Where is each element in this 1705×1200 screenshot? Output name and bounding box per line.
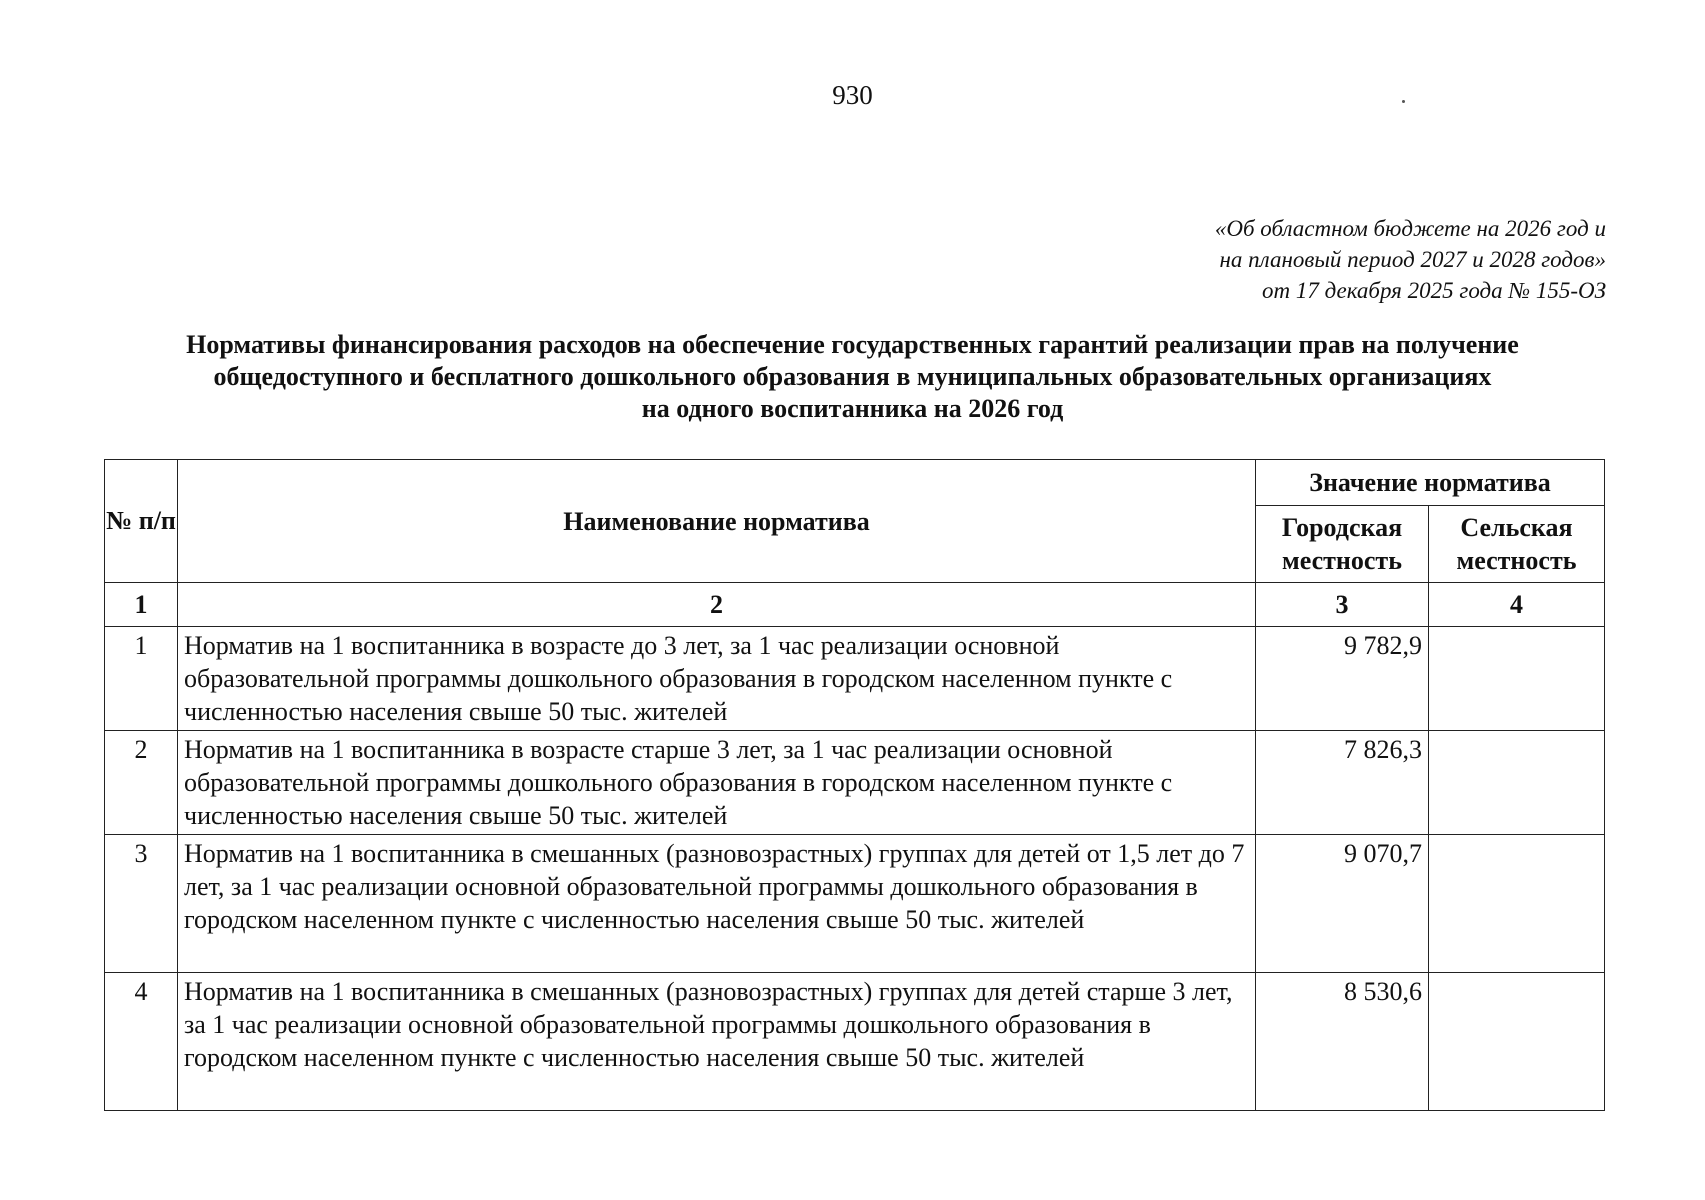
row-number: 1 <box>105 627 178 731</box>
column-index: 3 <box>1256 583 1429 627</box>
header-name: Наименование норматива <box>178 460 1256 583</box>
row-number: 3 <box>105 835 178 973</box>
title-line: на одного воспитанника на 2026 год <box>641 394 1064 423</box>
row-rural-value <box>1429 835 1605 973</box>
page-number: 930 <box>832 80 873 110</box>
law-reference-line: на плановый период 2027 и 2028 годов» <box>1219 247 1606 272</box>
row-urban-value: 8 530,6 <box>1256 973 1429 1111</box>
document-title <box>60 329 1645 425</box>
table-row <box>105 731 1605 835</box>
row-rural-value <box>1429 627 1605 731</box>
column-index: 1 <box>105 583 178 627</box>
row-rural-value <box>1429 973 1605 1111</box>
header-num: № п/п <box>105 460 178 583</box>
row-urban-value: 9 070,7 <box>1256 835 1429 973</box>
table-row <box>105 627 1605 731</box>
table-row <box>105 835 1605 973</box>
column-index: 4 <box>1429 583 1605 627</box>
norms-table <box>104 459 1605 1111</box>
row-urban-value: 7 826,3 <box>1256 731 1429 835</box>
scan-dot <box>1402 100 1405 103</box>
row-name: Норматив на 1 воспитанника в возрасте старше 3 лет, за 1 час реализации основной образовательной программы дошкольного образования в городском населенном пункте с численностью населения свыше 50 тыс. жителей <box>178 731 1256 835</box>
column-index-row <box>105 583 1605 627</box>
row-name: Норматив на 1 воспитанника в смешанных (разновозрастных) группах для детей старше 3 лет, за 1 час реализации основной образовательной программы дошкольного образования в городском населенном пункте с численностью населения свыше 50 тыс. жителей <box>178 973 1256 1111</box>
header-urban: Городская местность <box>1256 506 1429 583</box>
law-reference-line: от 17 декабря 2025 года № 155-ОЗ <box>1261 278 1606 303</box>
column-index: 2 <box>178 583 1256 627</box>
row-rural-value <box>1429 731 1605 835</box>
row-number: 2 <box>105 731 178 835</box>
row-number: 4 <box>105 973 178 1111</box>
header-rural: Сельская местность <box>1429 506 1605 583</box>
law-reference <box>1215 213 1606 306</box>
title-line: Нормативы финансирования расходов на обеспечение государственных гарантий реализации прав на получение <box>186 330 1519 359</box>
row-name: Норматив на 1 воспитанника в смешанных (разновозрастных) группах для детей от 1,5 лет до 7 лет, за 1 час реализации основной образовательной программы дошкольного образования в городском населенном пункте с численностью населения свыше 50 тыс. жителей <box>178 835 1256 973</box>
row-urban-value: 9 782,9 <box>1256 627 1429 731</box>
row-name: Норматив на 1 воспитанника в возрасте до 3 лет, за 1 час реализации основной образовательной программы дошкольного образования в городском населенном пункте с численностью населения свыше 50 тыс. жителей <box>178 627 1256 731</box>
header-value-group: Значение норматива <box>1256 460 1605 506</box>
title-line: общедоступного и бесплатного дошкольного образования в муниципальных образовательных организациях <box>213 362 1492 391</box>
table-row <box>105 973 1605 1111</box>
law-reference-line: «Об областном бюджете на 2026 год и <box>1214 216 1606 241</box>
